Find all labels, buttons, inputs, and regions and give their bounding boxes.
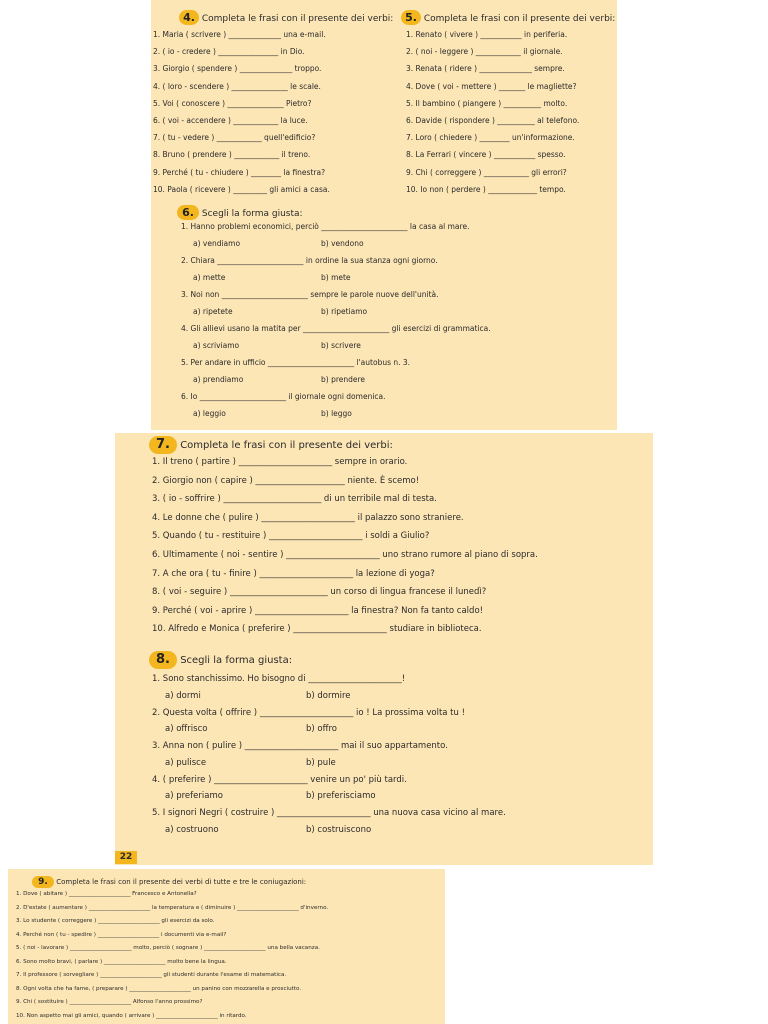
ex6-number: 6.	[177, 205, 199, 220]
ex8-question: 1. Sono stanchissimo. Ho bisogno di ______________________!	[152, 674, 406, 684]
ex6-question: 4. Gli allievi usano la matita per _______________________ gli esercizi di grammatica.	[181, 324, 491, 333]
ex4-item: 3. Giorgio ( spendere ) ______________ troppo.	[153, 64, 322, 74]
ex8-question: 5. I signori Negri ( costruire ) ______________________ una nuova casa vicino al mare.	[152, 808, 506, 818]
ex6-header	[177, 205, 303, 220]
ex9-item: 10. Non aspetto mai gli amici, quando ( arrivare ) ______________________ in ritardo.	[16, 1012, 247, 1019]
ex9-title: Completa le frasi con il presente dei verbi di tutte e tre le coniugazioni:	[56, 878, 307, 886]
ex8-number: 8.	[149, 651, 177, 669]
ex8-option-b: b) preferisciamo	[306, 791, 376, 801]
ex7-item: 7. A che ora ( tu - finire ) ______________________ la lezione di yoga?	[152, 568, 435, 579]
ex9-item: 9. Chi ( sostituire ) ______________________ Alfonso l'anno prossimo?	[16, 999, 203, 1005]
panel-bottom	[8, 869, 445, 1024]
panel-middle	[115, 433, 653, 865]
ex4-item: 6. ( voi - accendere ) ____________ la luce.	[153, 116, 308, 125]
ex6-question: 5. Per andare in ufficio _______________________ l'autobus n. 3.	[181, 358, 411, 367]
ex8-question: 3. Anna non ( pulire ) ______________________ mai il suo appartamento.	[152, 741, 448, 751]
ex5-item: 8. La Ferrari ( vincere ) ___________ spesso.	[406, 150, 566, 160]
ex6-option-b: b) vendono	[321, 239, 364, 248]
ex6-option-b: b) prendere	[321, 375, 366, 384]
ex4-item: 8. Bruno ( prendere ) ____________ il treno.	[153, 150, 311, 160]
ex4-item: 10. Paola ( ricevere ) _________ gli amici a casa.	[153, 184, 330, 194]
ex9-item: 6. Sono molto bravi, ( parlare ) ______________________ molto bene la lingua.	[16, 958, 227, 965]
ex5-item: 10. Io non ( perdere ) _____________ tempo.	[406, 184, 566, 194]
ex8-question: 2. Questa volta ( offrire ) ______________________ io ! La prossima volta tu !	[152, 707, 466, 718]
ex8-option-a: a) preferiamo	[165, 791, 223, 801]
ex5-item: 6. Davide ( rispondere ) __________ al telefono.	[406, 116, 580, 125]
ex8-option-a: a) pulisce	[165, 757, 207, 768]
ex7-item: 2. Giorgio non ( capire ) _____________________ niente. È scemo!	[152, 475, 420, 486]
ex6-option-b: b) scrivere	[321, 341, 361, 350]
ex4-item: 5. Voi ( conoscere ) _______________ Pietro?	[153, 98, 312, 108]
ex6-option-a: a) leggio	[193, 409, 226, 418]
ex5-item: 7. Loro ( chiedere ) ________ un'informazione.	[406, 133, 575, 143]
ex6-option-a: a) prendiamo	[193, 375, 244, 384]
ex8-option-b: b) offro	[306, 724, 337, 734]
ex9-item: 4. Perché non ( tu - spedire ) ______________________ i documenti via e-mail?	[16, 931, 227, 938]
ex7-number: 7.	[149, 436, 177, 454]
ex7-item: 5. Quando ( tu - restituire ) ______________________ i soldi a Giulio?	[152, 531, 430, 542]
ex6-option-a: a) vendiamo	[193, 239, 241, 248]
ex8-option-a: a) costruono	[165, 824, 219, 835]
ex6-option-b: b) mete	[321, 273, 351, 282]
ex8-option-a: a) offrisco	[165, 724, 208, 734]
ex8-option-b: b) costruiscono	[306, 824, 372, 835]
ex7-item: 1. Il treno ( partire ) ______________________ sempre in orario.	[152, 457, 408, 467]
ex5-number: 5.	[401, 10, 421, 25]
ex6-question: 3. Noi non _______________________ sempre le parole nuove dell'unità.	[181, 290, 439, 299]
ex7-header	[149, 436, 393, 454]
ex9-item: 3. Lo studente ( correggere ) ______________________ gli esercizi da solo.	[16, 918, 215, 924]
ex9-header	[32, 876, 306, 888]
ex5-item: 9. Chi ( correggere ) ____________ gli errori?	[406, 167, 567, 177]
ex5-item: 5. Il bambino ( piangere ) __________ molto.	[406, 98, 568, 108]
ex4-item: 1. Maria ( scrivere ) ______________ una e-mail.	[153, 30, 326, 39]
ex8-title: Scegli la forma giusta:	[180, 655, 293, 666]
ex6-question: 2. Chiara _______________________ in ordine la sua stanza ogni giorno.	[181, 256, 438, 265]
panel-top	[151, 0, 617, 430]
ex8-question: 4. ( preferire ) ______________________ venire un po' più tardi.	[152, 774, 407, 785]
ex7-item: 8. ( voi - seguire ) _______________________ un corso di lingua francese il lunedì?	[152, 587, 487, 598]
ex6-option-a: a) mette	[193, 273, 226, 282]
ex6-question: 6. Io _______________________ il giornale ogni domenica.	[181, 392, 386, 401]
ex4-title: Completa le frasi con il presente dei verbi:	[201, 14, 394, 24]
ex8-option-b: b) dormire	[306, 690, 351, 701]
ex6-option-b: b) leggo	[321, 409, 352, 418]
ex4-number: 4.	[179, 10, 199, 25]
ex8-option-a: a) dormi	[165, 690, 201, 701]
ex7-item: 10. Alfredo e Monica ( preferire ) ______________________ studiare in biblioteca.	[152, 624, 482, 635]
ex4-item: 9. Perché ( tu - chiudere ) ________ la finestra?	[153, 167, 326, 177]
ex6-option-a: a) scriviamo	[193, 341, 240, 350]
ex6-question: 1. Hanno problemi economici, perciò _______________________ la casa al mare.	[181, 222, 470, 231]
ex5-item: 2. ( noi - leggere ) ____________ il giornale.	[406, 47, 563, 57]
ex4-item: 4. ( loro - scendere ) _______________ le scale.	[153, 81, 321, 91]
ex5-item: 4. Dove ( voi - mettere ) _______ le magliette?	[406, 81, 577, 91]
ex4-item: 2. ( io - credere ) ________________ in Dio.	[153, 47, 305, 57]
ex5-title: Completa le frasi con il presente dei verbi:	[423, 14, 616, 24]
ex8-option-b: b) pule	[306, 757, 336, 768]
ex9-item: 2. D'estate ( aumentare ) ______________________ la temperatura e ( diminuire ) ______________________ d'inverno.	[16, 904, 329, 911]
ex6-option-a: a) ripetete	[193, 307, 233, 316]
ex5-header	[401, 10, 615, 25]
ex9-item: 5. ( noi - lavorare ) ______________________ molto, perciò ( sognare ) ______________________ una bella vacanza.	[16, 945, 320, 951]
ex7-item: 4. Le donne che ( pulire ) ______________________ il palazzo sono straniere.	[152, 512, 464, 523]
ex7-item: 9. Perché ( voi - aprire ) ______________________ la finestra? Non fa tanto caldo!	[152, 605, 484, 616]
ex6-option-b: b) ripetiamo	[321, 307, 368, 316]
ex9-item: 8. Ogni volta che ha fame, ( preparare ) ______________________ un panino con mozzarella e prosciutto.	[16, 985, 302, 992]
ex5-item: 1. Renato ( vivere ) ___________ in periferia.	[406, 30, 568, 39]
ex4-item: 7. ( tu - vedere ) ____________ quell'edificio?	[153, 133, 316, 143]
ex9-item: 7. Il professore ( sorvegliare ) ______________________ gli studenti durante l'esame di matematica.	[16, 972, 287, 978]
ex7-item: 3. ( io - soffrire ) _______________________ di un terribile mal di testa.	[152, 494, 437, 505]
ex8-header	[149, 651, 292, 669]
ex7-item: 6. Ultimamente ( noi - sentire ) ______________________ uno strano rumore al piano di sopra.	[152, 550, 538, 560]
ex4-header	[179, 10, 393, 25]
ex6-title: Scegli la forma giusta:	[201, 209, 303, 219]
ex7-title: Completa le frasi con il presente dei verbi:	[180, 440, 393, 451]
ex5-item: 3. Renata ( ridere ) ______________ sempre.	[406, 64, 565, 74]
ex9-number: 9.	[32, 876, 54, 888]
page-number: 22	[115, 851, 137, 864]
ex9-item: 1. Dove ( abitare ) ______________________ Francesco e Antonella?	[16, 891, 197, 897]
